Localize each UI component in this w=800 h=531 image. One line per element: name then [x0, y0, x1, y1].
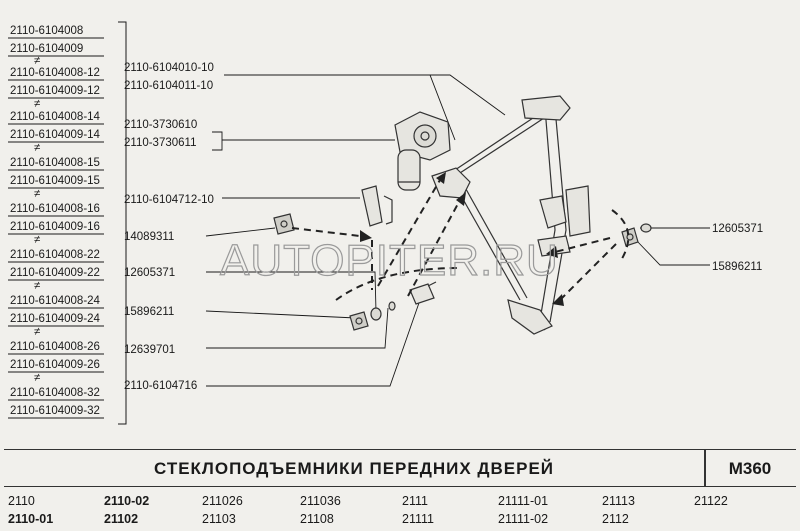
model-name: 2111 — [402, 494, 428, 508]
part-number: 2110-6104009-15 — [10, 175, 100, 187]
neq-sign: ≠ — [34, 188, 41, 200]
neq-sign: ≠ — [34, 98, 41, 110]
part-number: 2110-6104008-16 — [10, 203, 100, 215]
left-callouts — [124, 62, 214, 392]
part-number: 2110-6104008-14 — [10, 111, 100, 123]
neq-sign: ≠ — [34, 326, 41, 338]
neq-sign: ≠ — [34, 280, 41, 292]
window-regulator-drawing — [274, 96, 651, 334]
left-part-list — [10, 25, 101, 417]
part-number: 2110-6104009-14 — [10, 129, 100, 141]
neq-sign: ≠ — [34, 372, 41, 384]
diagram-code: М360 — [728, 459, 772, 478]
callout-motor-left: 2110-3730610 — [124, 119, 198, 131]
model-name: 2110-02 — [104, 494, 150, 508]
model-name: 21103 — [202, 512, 236, 526]
model-name: 21111 — [402, 512, 434, 526]
part-number: 2110-6104008-32 — [10, 387, 100, 399]
part-number: 2110-6104008-26 — [10, 341, 100, 353]
part-number: 2110-6104009 — [10, 43, 84, 55]
title-bar — [4, 449, 796, 487]
callout-stud: 2110-6104716 — [124, 380, 198, 392]
watermark: AUTOPITER.RU — [220, 236, 559, 285]
model-name: 21113 — [602, 494, 635, 508]
model-name: 21111-01 — [498, 494, 549, 508]
part-number: 2110-6104008-15 — [10, 157, 100, 169]
neq-sign: ≠ — [34, 55, 41, 67]
model-name: 21111-02 — [498, 512, 549, 526]
part-number: 2110-6104008-24 — [10, 295, 100, 307]
right-callouts — [712, 223, 763, 273]
callout-motor-right: 2110-3730611 — [124, 137, 197, 149]
callout-window-regulator-left: 2110-6104010-10 — [124, 62, 214, 74]
callout-washer-right: 12605371 — [712, 223, 764, 235]
callout-bracket: 2110-6104712-10 — [124, 194, 214, 206]
neq-sign: ≠ — [34, 142, 41, 154]
model-name: 211026 — [202, 494, 243, 508]
model-name: 211036 — [300, 494, 341, 508]
part-number: 2110-6104009-16 — [10, 221, 100, 233]
part-number: 2110-6104008-12 — [10, 67, 100, 79]
model-name: 2112 — [602, 512, 629, 526]
callout-washer-2: 15896211 — [124, 306, 175, 318]
model-name: 2110 — [8, 494, 35, 508]
part-number: 2110-6104009-26 — [10, 359, 100, 371]
model-name: 2110-01 — [8, 512, 54, 526]
part-number: 2110-6104008-22 — [10, 249, 100, 261]
callout-nut-right: 15896211 — [712, 261, 763, 273]
model-name: 21108 — [300, 512, 334, 526]
model-list — [0, 490, 800, 531]
part-number: 2110-6104009-22 — [10, 267, 100, 279]
callout-window-regulator-right: 2110-6104011-10 — [124, 80, 214, 92]
model-name: 21122 — [694, 494, 728, 508]
part-number: 2110-6104008 — [10, 25, 84, 37]
part-number: 2110-6104009-32 — [10, 405, 100, 417]
model-name: 21102 — [104, 512, 139, 526]
callout-nut: 14089311 — [124, 231, 175, 243]
callout-washer: 12605371 — [124, 267, 176, 279]
callout-nut-2: 12639701 — [124, 344, 176, 356]
page-title: СТЕКЛОПОДЪЕМНИКИ ПЕРЕДНИХ ДВЕРЕЙ — [153, 459, 555, 478]
part-number: 2110-6104009-24 — [10, 313, 100, 325]
neq-sign: ≠ — [34, 234, 41, 246]
part-number: 2110-6104009-12 — [10, 85, 100, 97]
